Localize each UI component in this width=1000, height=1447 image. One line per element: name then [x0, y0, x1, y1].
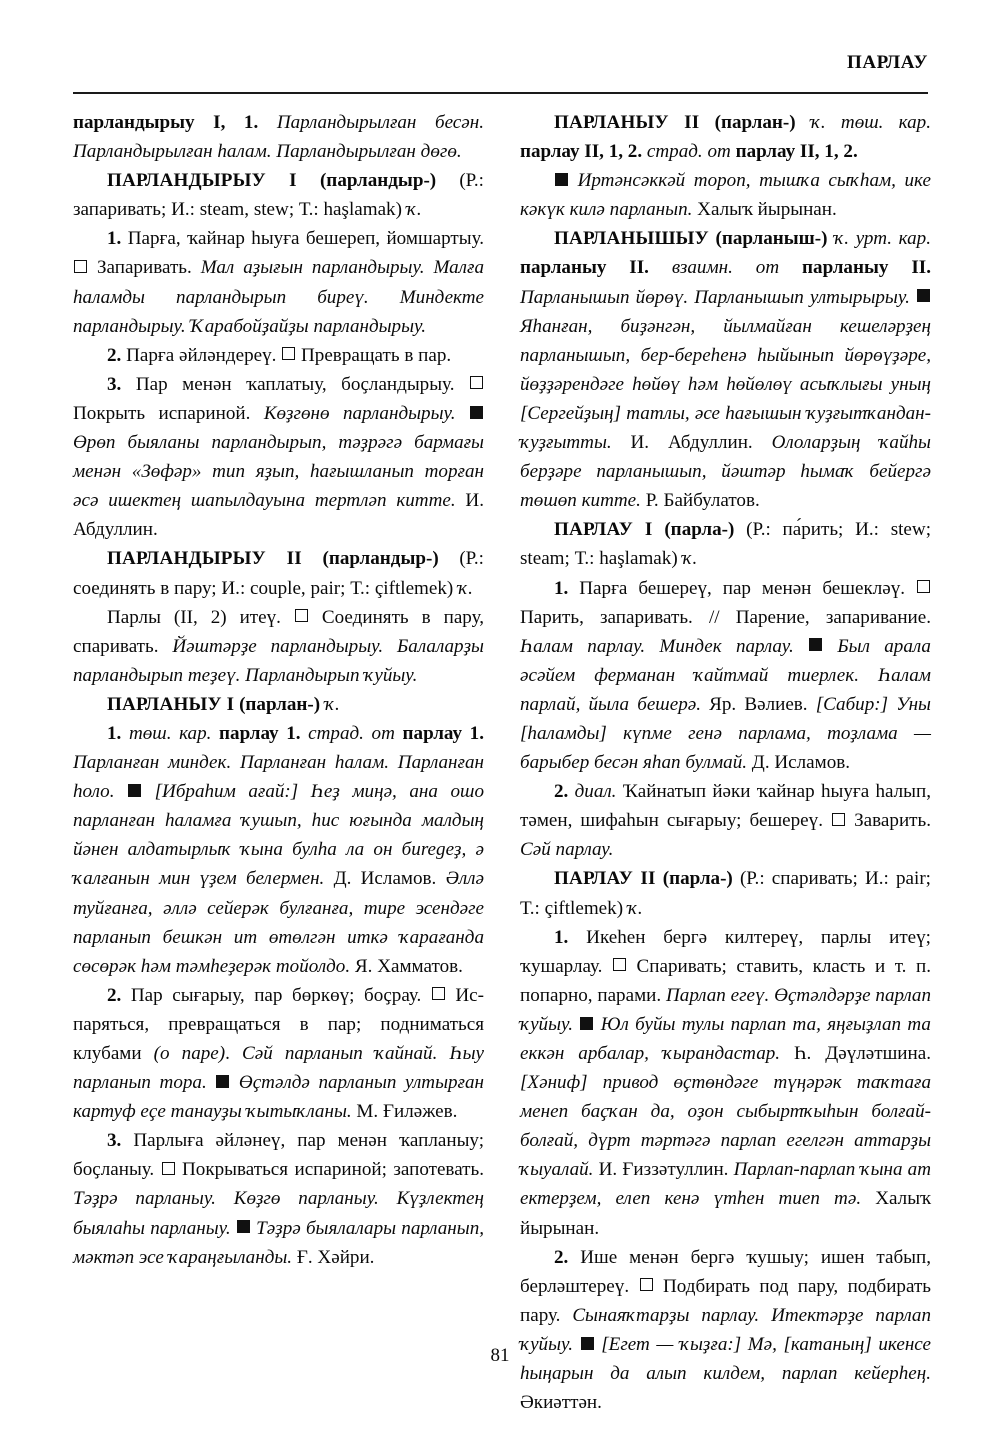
entry-block: ПАРЛАУ I (парла-) (Р.: па́рить; И.: stew; steam; Т.: haşlamak) ҡ. [520, 519, 931, 570]
open-square-marker-icon [282, 347, 295, 360]
open-square-marker-icon [470, 376, 483, 389]
filled-square-marker-icon [809, 638, 822, 651]
entry-block: ПАРЛАНЫУ I (парлан-) ҡ. [107, 693, 340, 715]
filled-square-marker-icon [128, 784, 141, 797]
entry-block: 1. Икеһен бергә килтереү, парлы итеү; ҡушарлау. Спаривать; ставить, класть и т. п. попарно, парами. Парлап егеү. Өҫтәлдәрҙе парлап ҡуйыу. Юл буйы тулы парлап та, яңғыҙлап та еккән арбалар, ҡырандастар. Һ. Дәүләтшина. [Хәниф] привод өҫтөндәге түңәрәк таҡтаға менеп баҫҡан да, оҙон сыбыртҡыһын болғай-болғай, дүрт тәртәгә парлап егелгән аттарҙы ҡыуалай. И. Ғиззәтуллин. Парлап-парлап ҡына ат ектерҙем, елеп кенә үтһен тиеп тә. Халыҡ йырынан. [520, 926, 932, 1239]
filled-square-marker-icon [917, 289, 930, 302]
entry-block: 2. Пар сығарыу, пар бөркөү; боҫрау. Испаряться, превращаться в пар; подниматься клубами (о паре). Сәй парланып ҡайнай. Һыу парланып тора. Өҫтәлдә парланып ултырған картуф еҫе танауҙы ҡытыҡланы. М. Ғиләжев. [73, 984, 485, 1123]
filled-square-marker-icon [555, 173, 568, 186]
entry-block: 2. Парға әйләндереү. Превращать в пар. [107, 344, 452, 366]
open-square-marker-icon [74, 260, 87, 273]
open-square-marker-icon [162, 1162, 175, 1175]
open-square-marker-icon [295, 609, 308, 622]
open-square-marker-icon [640, 1278, 653, 1291]
running-head: ПАРЛАУ [846, 52, 928, 73]
entry-block: 2. Ише менән бергә ҡушыу; ишен табып, берләштереү. Подбирать под пару, подбирать пару. Сынаяҡтарҙы парлау. Итектәрҙе парлап ҡуйыу. [Егет — ҡыҙға:] Мә, [катаның] икенсе һыңарын да алып килдем, парлап кейерһең. Әкиәттән. [520, 1246, 932, 1414]
entry-block: парландырыу I, 1. Парландырылған бесән. Парландырылған һалам. Парландырылған дөгө. [73, 112, 484, 163]
entry-block: ПАРЛАНЫШЫУ (парланыш-) ҡ. урт. кар. парланыу II. взаимн. от парланыу II. Парланышып йөрөү. Парланышып ултырырыу. Яһанған, биҙәнгән, йылмайған кешеләрҙең парланышып, бер-береһенә һыйынып йөрөүҙәре, йөҙҙәрендәге һөйөү һәм һөйөлөү асыҡлығы уның [Сергейҙың] татлы, әсе һағышын ҡуҙғытҡандан-ҡуҙғытты. И. Абдуллин. Ололарҙың ҡайһы берҙәре парланышып, йәштәр һымаҡ бейергә төшөп китте. Р. Байбулатов. [520, 228, 932, 512]
page-number: 81 [490, 1345, 510, 1366]
filled-square-marker-icon [216, 1075, 229, 1088]
entry-block: Парлы (II, 2) итеү. Соединять в пару, спаривать. Йәштәрҙе парландырыу. Балаларҙы парландырып теҙеү. Парландырып ҡуйыу. [73, 606, 484, 686]
entry-block: 3. Парлыға әйләнеү, пар менән ҡапланыу; боҫланыу. Покрываться испариной; запотевать. Тәҙрә парланыу. Көҙгө парланыу. Күҙлектең быялаһы парланыу. Тәҙрә быялалары парланып, мәктәп эсе ҡараңғыланды. Ғ. Хәйри. [73, 1130, 485, 1268]
left-column [73, 108, 484, 1308]
entry-block: ПАРЛАНЫУ II (парлан-) ҡ. төш. кар. парлау II, 1, 2. страд. от парлау II, 1, 2. [520, 112, 931, 163]
entry-block: Иртәнсәккәй тороп, тышҡа сыҡһам, ике кәкүк килә парланып. Халыҡ йырынан. [520, 170, 931, 221]
right-column [520, 108, 932, 1414]
entry-block: ПАРЛАУ II (парла-) (Р.: спаривать; И.: pair; Т.: çiftlemek) ҡ. [520, 868, 931, 919]
filled-square-marker-icon [237, 1220, 250, 1233]
entry-block: 2. диал. Ҡайнатып йәки ҡайнар һыуға һалып, тәмен, шифаһын сығарыу; бешереү. Заварить. Сәй парлау. [520, 781, 931, 861]
filled-square-marker-icon [470, 406, 483, 419]
entry-block: 1. төш. кар. парлау 1. страд. от парлау 1. Парланған миндек. Парланған һалам. Парланған һоло. [Ибраһим ағай:] Һеҙ миңә, ана ошо парланған һаламға ҡушып, һис юғында малдың йәнен алдатырлыҡ ҡына булһа ла он биregеҙ, ә ҡалғанын мин үҙем белермен. Д. Исламов. Әллә туйғанға, әллә сейерәк булғанға, тире эсендәге парланып бешкән ит өтөлгән иткә ҡарағанда сөсөрәк һәм тәмһеҙерәк тойолдо. Я. Хамматов. [73, 722, 484, 977]
open-square-marker-icon [917, 580, 930, 593]
entry-block: 3. Пар менән ҡаплатыу, боҫландырыу. Покрыть испариной. Көҙгөнө парландырыу. Өрөп быяланы парландырып, тәҙрәгә бармағы менән «Зөфәр» тип яҙып, һағышланып торған әсә ишектең шапылдауына тертләп китте. И. Абдуллин. [73, 373, 484, 541]
entry-block: 1. Парға бешереү, пар менән бешекләү. Парить, запаривать. // Парение, запаривание. Һалам парлау. Миндек парлау. Был арала әсәйем ферманан ҡайтмай тиерлек. Һалам парлай, йыла бешерә. Яр. Вәлиев. [Сабир:] Уны [һаламды] күпме генә парлама, тоҙлама — барыбер бесән яһап булмай. Д. Исламов. [520, 577, 931, 774]
header-rule [73, 92, 928, 94]
filled-square-marker-icon [580, 1017, 593, 1030]
entry-block: ПАРЛАНДЫРЫУ II (парландыр-) (Р.: соединять в пару; И.: couple, pair; Т.: çiftlemek) ҡ. [73, 548, 484, 599]
entry-block: ПАРЛАНДЫРЫУ I (парландыр-) (Р.: запаривать; И.: steam, stew; Т.: haşlamak) ҡ. [73, 170, 484, 221]
entry-block: 1. Парға, ҡайнар һыуға бешереп, йомшартыу. Запаривать. Мал аҙығын парландырыу. Малға һаламды парландырып биреү. Миндекте парландырыу. Ҡарабойҙайҙы парландырыу. [73, 228, 484, 337]
open-square-marker-icon [832, 813, 845, 826]
open-square-marker-icon [432, 987, 445, 1000]
open-square-marker-icon [613, 958, 626, 971]
